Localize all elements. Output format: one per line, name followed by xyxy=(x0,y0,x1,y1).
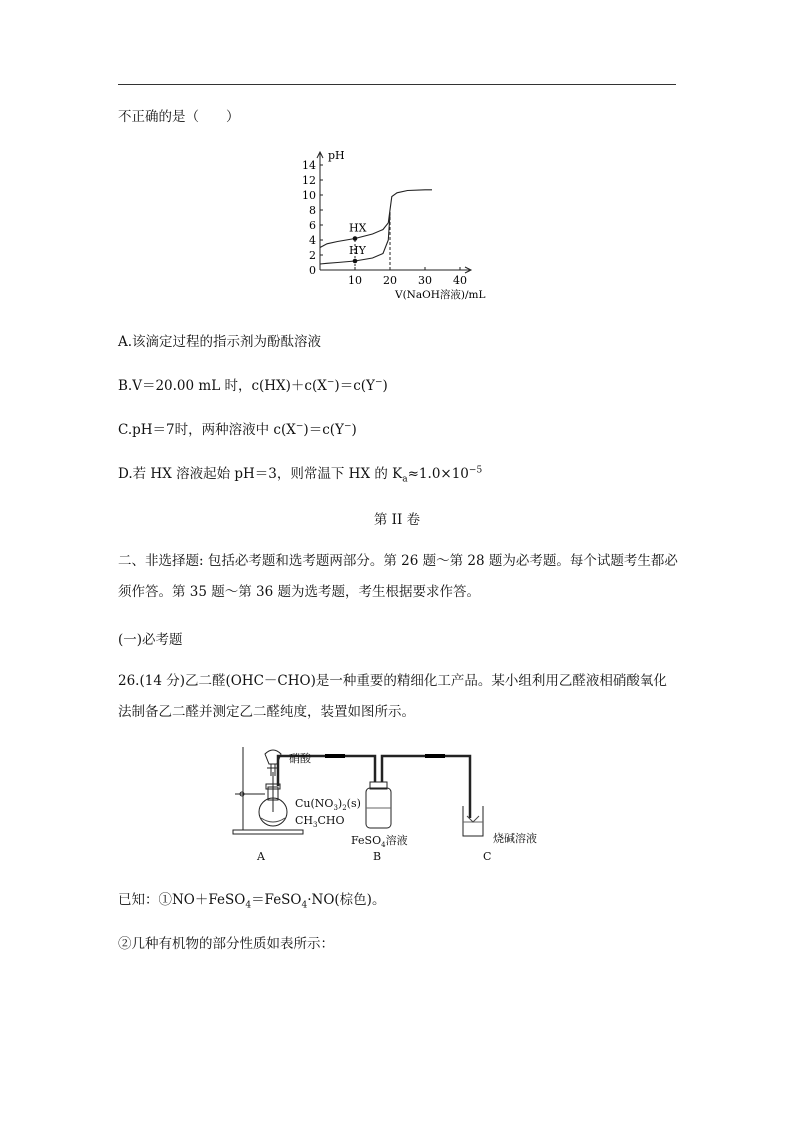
option-d: D.若 HX 溶液起始 pH＝3，则常温下 HX 的 $K_a\approx 1.0\times 10^{-5}$ xyxy=(118,465,483,485)
known-1: 已知：①NO＋FeSO$_4$＝FeSO$_4$·NO(棕色)。 xyxy=(118,892,386,911)
y-tick-label: 10 xyxy=(302,189,316,202)
label-c: C xyxy=(483,850,492,863)
y-tick-label: 8 xyxy=(309,204,316,217)
option-b: B.V＝20.00 mL 时，c(HX)＋c(X−)＝c(Y−) xyxy=(118,377,388,394)
label-cu: $Cu(NO_3)_2(s)$ xyxy=(295,797,361,812)
y-tick-label: 4 xyxy=(309,234,316,247)
y-tick-label: 0 xyxy=(309,264,316,277)
x-axis-label: V(NaOH溶液)/mL xyxy=(395,289,486,301)
x-tick-label: 20 xyxy=(383,274,397,287)
label-a: A xyxy=(257,850,265,863)
y-axis-label: pH xyxy=(328,149,345,162)
chart-points xyxy=(349,222,367,264)
label-acid: 硝酸 xyxy=(289,752,311,765)
y-tick-label: 14 xyxy=(302,159,316,172)
apparatus-diagram xyxy=(225,742,565,867)
x-tick-label: 30 xyxy=(418,274,432,287)
option-c: C.pH＝7时，两种溶液中 c(X−)＝c(Y−) xyxy=(118,421,357,438)
label-b: B xyxy=(373,850,382,863)
x-tick-label: 40 xyxy=(453,274,467,287)
flask-a xyxy=(259,772,287,826)
question-26: 26.(14 分)乙二醛(OHC－CHO)是一种重要的精细化工产品。某小组利用乙醛液相硝酸氧化法制备乙二醛并测定乙二醛纯度，装置如图所示。 xyxy=(118,673,667,720)
label-naoh: 烧碱溶液 xyxy=(493,832,537,845)
y-tick-label: 12 xyxy=(302,174,316,187)
point-hx xyxy=(353,236,358,241)
section-title: 第 II 卷 xyxy=(373,512,421,528)
chart-lines xyxy=(320,190,432,264)
chart-ticks xyxy=(302,159,467,287)
question-tail: 不正确的是（ ） xyxy=(118,109,240,125)
series-hx-line xyxy=(320,190,432,248)
bottle-b xyxy=(366,782,391,828)
titration-chart xyxy=(300,145,500,305)
series-label-hx: HX xyxy=(349,221,367,235)
known-2: ②几种有机物的部分性质如表所示： xyxy=(118,936,334,952)
chart-axes xyxy=(317,152,471,273)
header-rule xyxy=(118,84,676,85)
x-tick-label: 10 xyxy=(348,274,362,287)
series-label-hy: HY xyxy=(349,244,366,257)
y-tick-label: 2 xyxy=(309,249,316,262)
beaker-c xyxy=(463,806,483,836)
option-a: A.该滴定过程的指示剂为酚酞溶液 xyxy=(118,334,322,350)
label-feso4: FeSO$_4$溶液 xyxy=(351,834,408,849)
subsection-title: (一)必考题 xyxy=(118,632,183,648)
y-tick-label: 6 xyxy=(309,219,316,232)
label-ch3cho: $CH_3CHO$ xyxy=(295,814,345,829)
instructions: 二、非选择题: 包括必考题和选考题两部分。第 26 题～第 28 题为必考题。每个试题考生都必须作答。第 35 题～第 36 题为选考题，考生根据要求作答。 xyxy=(118,553,678,600)
point-hy xyxy=(353,259,358,264)
